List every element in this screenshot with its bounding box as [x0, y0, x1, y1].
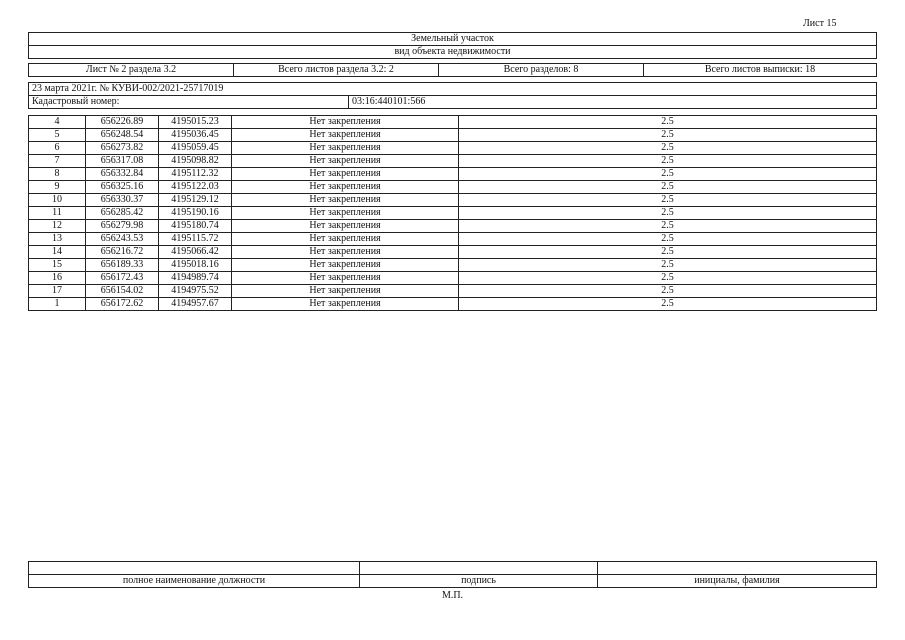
- fixation-method: Нет закрепления: [232, 129, 459, 142]
- signature-label: подпись: [360, 575, 598, 588]
- table-row: [29, 142, 877, 155]
- table-row: [29, 233, 877, 246]
- point-number: 15: [29, 259, 86, 272]
- name-label: инициалы, фамилия: [598, 575, 877, 588]
- coord-y: 4195066.42: [159, 246, 232, 259]
- coord-y: 4195059.45: [159, 142, 232, 155]
- accuracy: 2.5: [459, 168, 877, 181]
- fixation-method: Нет закрепления: [232, 259, 459, 272]
- fixation-method: Нет закрепления: [232, 181, 459, 194]
- point-number: 13: [29, 233, 86, 246]
- position-label: полное наименование должности: [29, 575, 360, 588]
- sheet-section: Лист № 2 раздела 3.2: [29, 64, 234, 77]
- accuracy: 2.5: [459, 259, 877, 272]
- document-info: [28, 82, 877, 109]
- point-number: 11: [29, 207, 86, 220]
- cadastral-value: 03:16:440101:566: [349, 96, 877, 109]
- accuracy: 2.5: [459, 233, 877, 246]
- date-number: 23 марта 2021г. № КУВИ-002/2021-25717019: [29, 83, 877, 96]
- coord-y: 4195112.32: [159, 168, 232, 181]
- fixation-method: Нет закрепления: [232, 233, 459, 246]
- coord-x: 656189.33: [86, 259, 159, 272]
- accuracy: 2.5: [459, 194, 877, 207]
- accuracy: 2.5: [459, 285, 877, 298]
- total-sections: Всего разделов: 8: [439, 64, 644, 77]
- coord-y: 4194957.67: [159, 298, 232, 311]
- object-subtitle: вид объекта недвижимости: [29, 46, 877, 59]
- table-row: [29, 168, 877, 181]
- coord-y: 4194989.74: [159, 272, 232, 285]
- coord-y: 4195180.74: [159, 220, 232, 233]
- coord-x: 656285.42: [86, 207, 159, 220]
- fixation-method: Нет закрепления: [232, 194, 459, 207]
- coord-y: 4195115.72: [159, 233, 232, 246]
- point-number: 8: [29, 168, 86, 181]
- coord-y: 4195098.82: [159, 155, 232, 168]
- table-row: [29, 298, 877, 311]
- object-header: [28, 32, 877, 59]
- accuracy: 2.5: [459, 155, 877, 168]
- table-row: [29, 181, 877, 194]
- point-number: 16: [29, 272, 86, 285]
- fixation-method: Нет закрепления: [232, 220, 459, 233]
- accuracy: 2.5: [459, 142, 877, 155]
- table-row: [29, 259, 877, 272]
- coord-x: 656273.82: [86, 142, 159, 155]
- accuracy: 2.5: [459, 181, 877, 194]
- coord-x: 656216.72: [86, 246, 159, 259]
- coord-x: 656226.89: [86, 116, 159, 129]
- coord-y: 4195018.16: [159, 259, 232, 272]
- coord-y: 4195190.16: [159, 207, 232, 220]
- coord-x: 656248.54: [86, 129, 159, 142]
- point-number: 5: [29, 129, 86, 142]
- accuracy: 2.5: [459, 298, 877, 311]
- table-row: [29, 116, 877, 129]
- fixation-method: Нет закрепления: [232, 246, 459, 259]
- accuracy: 2.5: [459, 272, 877, 285]
- coord-x: 656172.62: [86, 298, 159, 311]
- table-row: [29, 220, 877, 233]
- table-row: [29, 207, 877, 220]
- point-number: 17: [29, 285, 86, 298]
- point-number: 6: [29, 142, 86, 155]
- table-row: [29, 285, 877, 298]
- seal-label: М.П.: [441, 590, 464, 601]
- sheet-number: Лист 15: [803, 18, 837, 29]
- coord-y: 4195015.23: [159, 116, 232, 129]
- accuracy: 2.5: [459, 129, 877, 142]
- point-number: 12: [29, 220, 86, 233]
- coord-y: 4195122.03: [159, 181, 232, 194]
- coord-x: 656154.02: [86, 285, 159, 298]
- table-row: [29, 272, 877, 285]
- table-row: [29, 194, 877, 207]
- total-sheets-section: Всего листов раздела 3.2: 2: [234, 64, 439, 77]
- total-sheets-extract: Всего листов выписки: 18: [644, 64, 877, 77]
- cadastral-label: Кадастровый номер:: [29, 96, 349, 109]
- point-number: 4: [29, 116, 86, 129]
- point-number: 10: [29, 194, 86, 207]
- coord-y: 4194975.52: [159, 285, 232, 298]
- point-number: 7: [29, 155, 86, 168]
- accuracy: 2.5: [459, 116, 877, 129]
- point-number: 9: [29, 181, 86, 194]
- fixation-method: Нет закрепления: [232, 207, 459, 220]
- section-meta: [28, 63, 877, 77]
- coordinates-table: [28, 115, 877, 311]
- accuracy: 2.5: [459, 207, 877, 220]
- table-row: [29, 246, 877, 259]
- coord-x: 656332.84: [86, 168, 159, 181]
- coord-x: 656172.43: [86, 272, 159, 285]
- coord-y: 4195036.45: [159, 129, 232, 142]
- fixation-method: Нет закрепления: [232, 116, 459, 129]
- coord-x: 656317.08: [86, 155, 159, 168]
- point-number: 14: [29, 246, 86, 259]
- signature-block: [28, 561, 877, 588]
- coord-x: 656243.53: [86, 233, 159, 246]
- table-row: [29, 155, 877, 168]
- coord-x: 656325.16: [86, 181, 159, 194]
- point-number: 1: [29, 298, 86, 311]
- accuracy: 2.5: [459, 246, 877, 259]
- fixation-method: Нет закрепления: [232, 142, 459, 155]
- coord-y: 4195129.12: [159, 194, 232, 207]
- fixation-method: Нет закрепления: [232, 285, 459, 298]
- fixation-method: Нет закрепления: [232, 272, 459, 285]
- object-title: Земельный участок: [29, 33, 877, 46]
- coord-x: 656279.98: [86, 220, 159, 233]
- fixation-method: Нет закрепления: [232, 155, 459, 168]
- table-row: [29, 129, 877, 142]
- fixation-method: Нет закрепления: [232, 168, 459, 181]
- accuracy: 2.5: [459, 220, 877, 233]
- coord-x: 656330.37: [86, 194, 159, 207]
- fixation-method: Нет закрепления: [232, 298, 459, 311]
